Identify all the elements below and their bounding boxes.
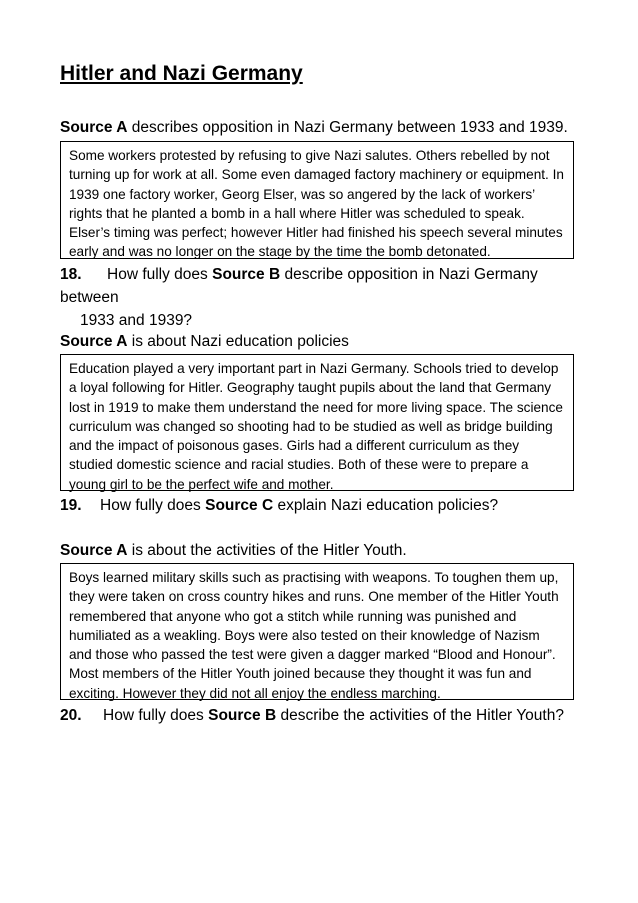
section-3-source-box bbox=[60, 563, 574, 700]
section-1-intro-text: describes opposition in Nazi Germany between 1933 and 1939. bbox=[127, 119, 568, 136]
question-20-number: 20. bbox=[60, 707, 82, 724]
question-19 bbox=[60, 494, 580, 517]
page-title: Hitler and Nazi Germany bbox=[60, 62, 303, 85]
question-19-source: Source C bbox=[205, 497, 274, 514]
section-3-source-text: Boys learned military skills such as practising with weapons. To toughen them up, they were taken on cross country hikes and runs. One member of the Hitler Youth remembered that anyone who got a stitch while running was punished and humiliated as a weakling. Boys were also tested on their knowledge of Nazism and those who passed the test were given a dagger marked “Blood and Honour”. Most members of the Hitler Youth joined because they thought it was fun and exciting. However they did not all enjoy the endless marching. bbox=[69, 570, 559, 701]
section-3-intro-source: Source A bbox=[60, 542, 128, 559]
question-18-number: 18. bbox=[60, 266, 82, 283]
question-18-post: describe opposition in Nazi Germany between bbox=[60, 266, 538, 306]
question-20 bbox=[60, 704, 580, 727]
section-1-source-box bbox=[60, 141, 574, 259]
section-3-intro-text: is about the activities of the Hitler Youth. bbox=[127, 542, 407, 559]
question-18-text bbox=[60, 266, 538, 306]
section-2-intro-text: is about Nazi education policies bbox=[127, 333, 349, 350]
section-2-intro bbox=[60, 332, 349, 352]
section-2-intro-source: Source A bbox=[60, 333, 128, 350]
section-3-intro bbox=[60, 541, 407, 561]
section-2-source-box bbox=[60, 354, 574, 491]
question-19-post: explain Nazi education policies? bbox=[273, 497, 499, 514]
question-20-pre: How fully does bbox=[103, 707, 209, 724]
section-1-intro-source: Source A bbox=[60, 119, 128, 136]
section-2-source-text: Education played a very important part in Nazi Germany. Schools tried to develop a loyal following for Hitler. Geography taught pupils about the land that Germany lost in 1919 to make them understand the need for more living space. The science curriculum was changed so shooting had to be studied as well as bridge building and the impact of poisonous gases. Girls had a different curriculum as they studied domestic science and racial studies. Both of these were to prepare a young girl to be the perfect wife and mother. bbox=[69, 361, 563, 492]
question-18-source: Source B bbox=[212, 266, 281, 283]
question-19-pre: How fully does bbox=[100, 497, 206, 514]
question-18-pre: How fully does bbox=[107, 266, 213, 283]
question-20-post: describe the activities of the Hitler Youth? bbox=[276, 707, 564, 724]
question-20-text bbox=[103, 707, 564, 724]
section-1-intro bbox=[60, 118, 568, 138]
question-19-number: 19. bbox=[60, 497, 82, 514]
question-20-source: Source B bbox=[208, 707, 277, 724]
question-19-text bbox=[100, 497, 498, 514]
question-18 bbox=[60, 263, 580, 332]
section-1-source-text: Some workers protested by refusing to give Nazi salutes. Others rebelled by not turning up for work at all. Some even damaged factory machinery or equipment. In 1939 one factory worker, Georg Elser, was so angered by the lack of workers’ rights that he planted a bomb in a hall where Hitler was scheduled to speak. Elser’s timing was perfect; however Hitler had finished his speech several minutes early and was no longer on the stage by the time the bomb detonated. bbox=[69, 148, 564, 260]
question-18-line2: 1933 and 1939? bbox=[80, 312, 193, 329]
